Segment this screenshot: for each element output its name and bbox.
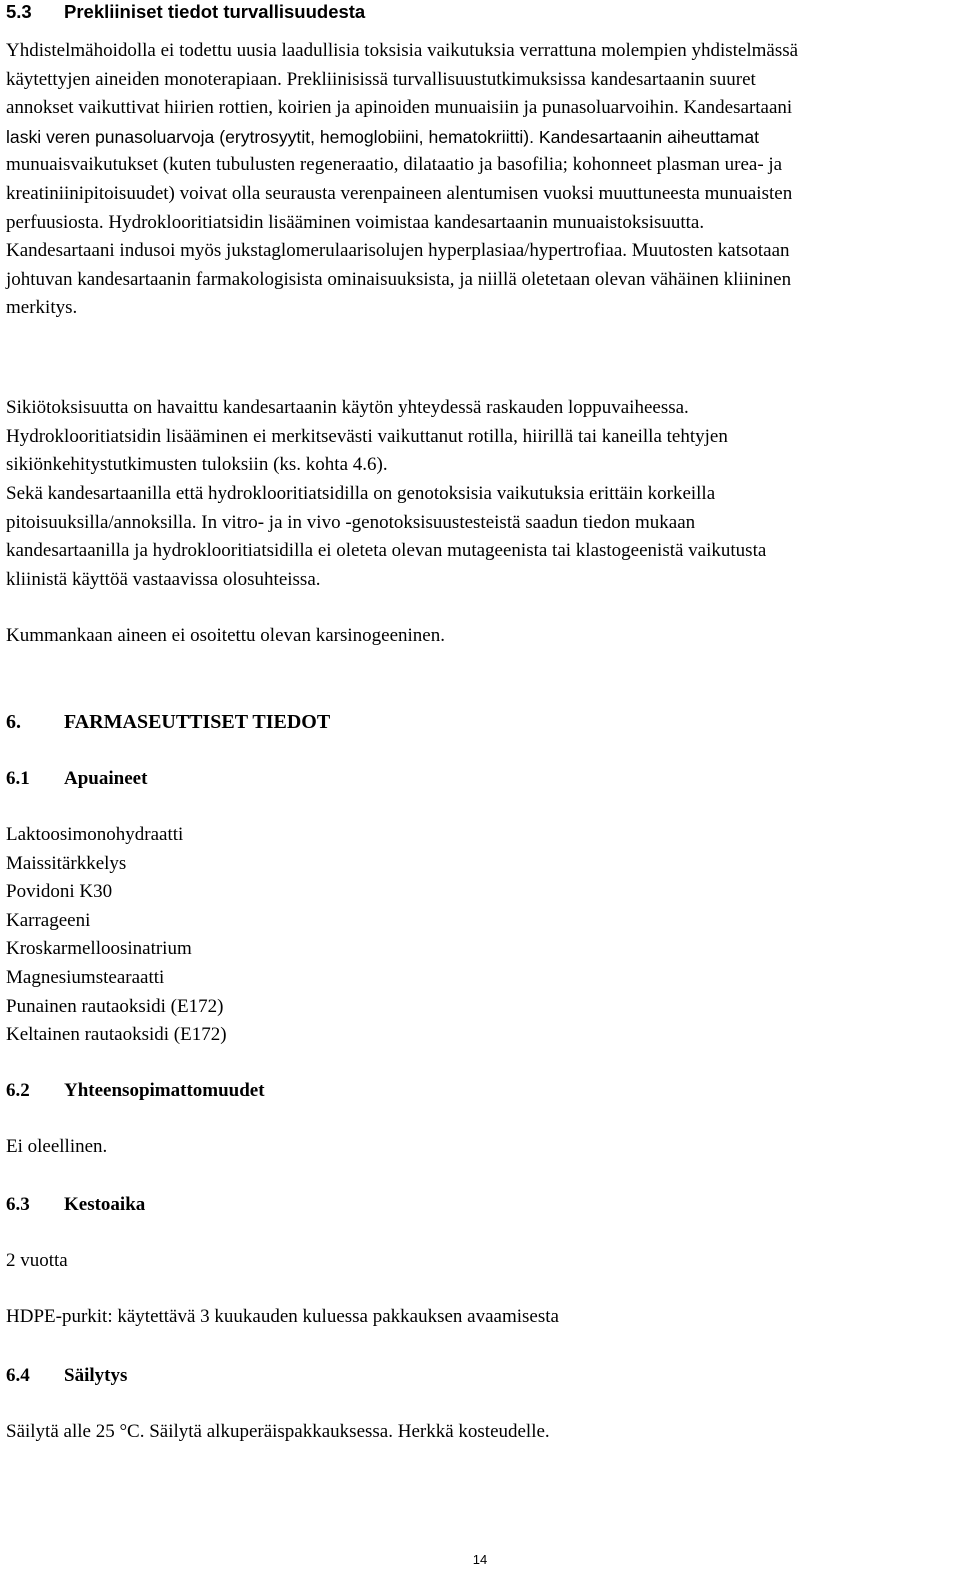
section-6-4-heading bbox=[6, 1364, 127, 1388]
section-number: 6.4 bbox=[6, 1365, 30, 1386]
section-title: FARMASEUTTISET TIEDOT bbox=[64, 711, 331, 733]
paragraph-line: johtuvan kandesartaanin farmakologisista ominaisuuksista, ja niillä oletetaan olevan vähäinen kliininen bbox=[6, 268, 792, 290]
paragraph-line: HDPE-purkit: käytettävä 3 kuukauden kuluessa pakkauksen avaamisesta bbox=[6, 1306, 559, 1327]
incompatibilities-text bbox=[6, 1133, 956, 1162]
storage-text bbox=[6, 1418, 956, 1447]
section-number: 6.3 bbox=[6, 1194, 30, 1215]
page-number: 14 bbox=[472, 1552, 488, 1567]
paragraph-line: Säilytä alle 25 °C. Säilytä alkuperäispakkauksessa. Herkkä kosteudelle. bbox=[6, 1421, 550, 1442]
shelf-life-text bbox=[6, 1247, 956, 1276]
section-number: 6.2 bbox=[6, 1080, 30, 1101]
paragraph-line: Yhdistelmähoidolla ei todettu uusia laadullisia toksisia vaikutuksia verrattuna molempien yhdistelmässä bbox=[6, 40, 799, 61]
list-item: Laktoosimonohydraatti bbox=[6, 824, 184, 845]
section-6-1-heading bbox=[6, 767, 147, 791]
paragraph-line: pitoisuuksilla/annoksilla. In vitro- ja in vivo -genotoksisuustesteistä saadun tiedon mukaan bbox=[6, 511, 696, 533]
preclinical-safety-paragraph bbox=[6, 37, 956, 323]
hdpe-shelf-life-text bbox=[6, 1303, 956, 1332]
paragraph-line: käytettyjen aineiden monoterapiaan. Prekliinisissä turvallisuustutkimuksissa kandesartaanin suuret bbox=[6, 68, 756, 90]
list-item: Keltainen rautaoksidi (E172) bbox=[6, 1024, 227, 1046]
section-5-3-heading bbox=[6, 0, 365, 24]
section-title: Apuaineet bbox=[64, 768, 148, 789]
section-6-heading bbox=[6, 710, 330, 734]
paragraph-line: Kummankaan aineen ei osoitettu olevan karsinogeeninen. bbox=[6, 625, 445, 646]
paragraph-line: kreatiniinipitoisuudet) voivat olla seurausta verenpaineen alentumisen vuoksi muuttuneesta munuaisten bbox=[6, 182, 793, 204]
paragraph-line: Ei oleellinen. bbox=[6, 1136, 108, 1157]
list-item: Karrageeni bbox=[6, 909, 91, 931]
paragraph-line: merkitys. bbox=[6, 297, 78, 319]
paragraph-line: Sekä kandesartaanilla että hydroklooritiatsidilla on genotoksisia vaikutuksia erittäin korkeilla bbox=[6, 483, 716, 504]
fetotoxicity-paragraph bbox=[6, 394, 956, 480]
paragraph-line: kandesartaanilla ja hydroklooritiatsidilla ei oleteta olevan mutageenista tai klastogeenistä vaikutusta bbox=[6, 540, 767, 562]
list-item: Maissitärkkelys bbox=[6, 852, 127, 874]
paragraph-line: perfuusiosta. Hydroklooritiatsidin lisääminen voimistaa kandesartaanin munuaistoksisuutta. bbox=[6, 211, 705, 233]
list-item: Kroskarmelloosinatrium bbox=[6, 938, 192, 960]
carcinogenicity-paragraph bbox=[6, 622, 956, 651]
list-item: Povidoni K30 bbox=[6, 881, 113, 903]
paragraph-line: laski veren punasoluarvoja (erytrosyytit, hemoglobiini, hematokriitti). Kandesartaanin aiheuttamat bbox=[6, 126, 760, 147]
paragraph-line: 2 vuotta bbox=[6, 1250, 68, 1271]
section-title: Säilytys bbox=[64, 1365, 128, 1386]
section-title: Kestoaika bbox=[64, 1194, 146, 1215]
section-title: Yhteensopimattomuudet bbox=[64, 1080, 265, 1101]
section-number: 6. bbox=[6, 711, 21, 733]
list-item: Punainen rautaoksidi (E172) bbox=[6, 995, 224, 1017]
paragraph-line: sikiönkehitystutkimusten tuloksiin (ks. kohta 4.6). bbox=[6, 454, 388, 476]
paragraph-line: kliinistä käyttöä vastaavissa olosuhteissa. bbox=[6, 568, 321, 590]
section-number: 5.3 bbox=[6, 1, 32, 22]
section-title: Prekliiniset tiedot turvallisuudesta bbox=[64, 1, 366, 22]
paragraph-line: munuaisvaikutukset (kuten tubulusten regeneraatio, dilataatio ja basofilia; kohonneet plasman urea- ja bbox=[6, 154, 783, 176]
genotoxicity-paragraph bbox=[6, 480, 956, 594]
paragraph-line: Kandesartaani indusoi myös jukstaglomerulaarisolujen hyperplasiaa/hypertrofiaa. Muutosten katsotaan bbox=[6, 240, 790, 262]
paragraph-line: annokset vaikuttivat hiirien rottien, koirien ja apinoiden munuaisiin ja punasoluarvoihin. Kandesartaani bbox=[6, 97, 793, 119]
list-item: Magnesiumstearaatti bbox=[6, 966, 165, 988]
section-number: 6.1 bbox=[6, 768, 30, 789]
paragraph-line: Hydroklooritiatsidin lisääminen ei merkitsevästi vaikuttanut rotilla, hiirillä tai kaneilla tehtyjen bbox=[6, 425, 728, 447]
section-6-2-heading bbox=[6, 1079, 265, 1103]
section-6-3-heading bbox=[6, 1193, 145, 1217]
paragraph-line: Sikiötoksisuutta on havaittu kandesartaanin käytön yhteydessä raskauden loppuvaiheessa. bbox=[6, 397, 689, 418]
excipients-list bbox=[6, 821, 227, 1050]
